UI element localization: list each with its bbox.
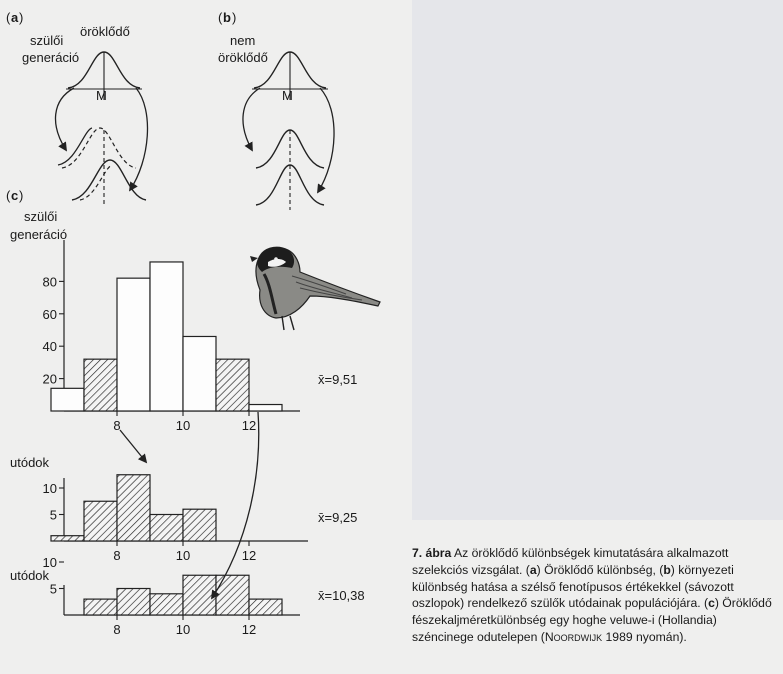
panel-b-top-text-1: nem	[230, 33, 256, 48]
panel-b-label: b	[223, 10, 231, 25]
panel-b-label-open: (	[218, 10, 223, 25]
chart-offspring_2-bar	[183, 575, 216, 615]
panel-c-label-close: )	[19, 188, 24, 203]
caption-text-3: ) környezeti különbség hatása a szélső fenotípusos értékekkel (sávozott oszlopok) rendelkező szülők utódainak populációjára. (	[412, 562, 734, 611]
panel-c-labels	[6, 188, 67, 583]
panel-a	[6, 10, 147, 205]
chart-parents-bar	[84, 359, 117, 411]
chart-offspring_1-x-tick-label: 12	[241, 548, 257, 563]
chart-offspring_2-x-tick-label: 12	[241, 622, 257, 637]
chart-offspring_2-bar	[117, 589, 150, 616]
panel-a-label: a	[11, 10, 19, 25]
chart-parents-y-tick-label: 20	[42, 371, 57, 387]
chart-offspring_1-bar	[84, 501, 117, 541]
chart-parents-y-tick-label: 80	[42, 274, 57, 290]
figure-caption	[412, 545, 774, 646]
panel-a-mean-label: M	[96, 88, 107, 103]
panel-a-offspring-left-dashed	[62, 128, 136, 168]
chart-parents-y-tick-label: 60	[42, 306, 57, 322]
panel-b-top-text-2: öröklődő	[218, 50, 268, 65]
chart-parents-bar	[216, 359, 249, 411]
panel-a-offspring-right-dashed	[80, 165, 112, 200]
chart-offspring_2-bar	[150, 594, 183, 615]
chart-offspring_1-bar	[150, 515, 183, 542]
panel-c-label-open: (	[6, 188, 11, 203]
panel-c-label: c	[11, 188, 19, 203]
caption-text-5: 1989 nyomán).	[602, 629, 687, 644]
chart-parents-x-tick-label: 8	[113, 418, 121, 433]
chart-offspring_2-x-tick-label: 10	[175, 622, 191, 637]
panel-a-label-open: (	[6, 10, 11, 25]
chart-offspring_2-mean-label: x̄=10,38	[318, 588, 365, 603]
panel-b-arrow-left	[243, 88, 260, 150]
chart-offspring_2-y-tick-label: 5	[49, 581, 57, 597]
chart-offspring_2-bar	[249, 599, 282, 615]
panel-a-label-close: )	[19, 10, 24, 25]
offspring-label-2: utódok	[10, 568, 50, 583]
caption-ref-a: a	[529, 562, 537, 577]
chart-parents-x-tick-label: 10	[175, 418, 191, 433]
panel-b	[218, 10, 334, 210]
panel-b-arrow-right	[318, 88, 334, 192]
chart-offspring_1-y-tick-label: 10	[42, 481, 57, 496]
panel-b-offspring-2	[256, 165, 324, 205]
chart-offspring_1-mean-label: x̄=9,25	[318, 510, 358, 525]
panel-a-offspring-right	[72, 160, 146, 200]
panel-b-mean-label: M	[282, 88, 293, 103]
chart-offspring_2-bar	[84, 599, 117, 615]
chart-parents-bar	[183, 336, 216, 411]
selection-arrow-high	[212, 412, 259, 598]
panel-b-label-close: )	[232, 10, 237, 25]
chart-offspring_1-bar	[183, 509, 216, 541]
chart-offspring_2-y-tick-label: 10	[42, 555, 57, 570]
chart-parents-x-tick-label: 12	[241, 418, 257, 433]
chart-offspring_1-bar	[117, 475, 150, 541]
panel-a-arrow-left	[56, 88, 74, 150]
panel-c-parent-label-1: szülői	[24, 209, 58, 224]
chart-offspring_2-bar	[216, 575, 249, 615]
panel-a-arrow-right	[130, 88, 147, 190]
chart-parents-bar	[150, 262, 183, 411]
caption-ref-c: c	[708, 596, 715, 611]
panel-b-offspring-1	[256, 130, 324, 168]
caption-ref-b: b	[663, 562, 671, 577]
caption-text-2: ) Öröklődő különbség, (	[536, 562, 664, 577]
panel-c-parent-label-2: generáció	[10, 227, 68, 242]
chart-offspring_1-bar	[51, 536, 84, 541]
great-tit-bird-illustration	[250, 247, 380, 330]
chart-parents-bar	[51, 388, 84, 411]
panel-a-top-text: öröklődő	[80, 24, 130, 39]
panel-a-left-text-1: szülői	[30, 33, 64, 48]
offspring-label-1: utódok	[10, 455, 50, 470]
chart-offspring_1-y-tick-label: 5	[49, 507, 57, 523]
chart-offspring_1-x-tick-label: 10	[175, 548, 191, 563]
chart-offspring_2-x-tick-label: 8	[113, 622, 121, 637]
caption-figure-label: 7. ábra	[412, 546, 452, 560]
caption-text-4: ) Öröklődő fészekaljméretkülönbség egy hoghe veluwe-i (Hollandia) széncinege odutelepen (	[412, 596, 772, 644]
chart-parents-y-tick-label: 40	[42, 339, 57, 355]
caption-text-1: Az öröklődő különbségek kimutatására alkalmazott szelekciós vizsgálat. (	[412, 546, 729, 577]
caption-author: Noordwijk	[544, 629, 603, 644]
panel-a-left-text-2: generáció	[22, 50, 80, 65]
panel-a-offspring-left-solid	[58, 128, 92, 165]
charts	[43, 240, 365, 637]
selection-arrow-low	[120, 430, 146, 462]
chart-parents-bar	[117, 278, 150, 411]
chart-parents-bar	[249, 405, 282, 411]
chart-parents-mean-label: x̄=9,51	[318, 372, 358, 387]
chart-offspring_1-x-tick-label: 8	[113, 548, 121, 563]
